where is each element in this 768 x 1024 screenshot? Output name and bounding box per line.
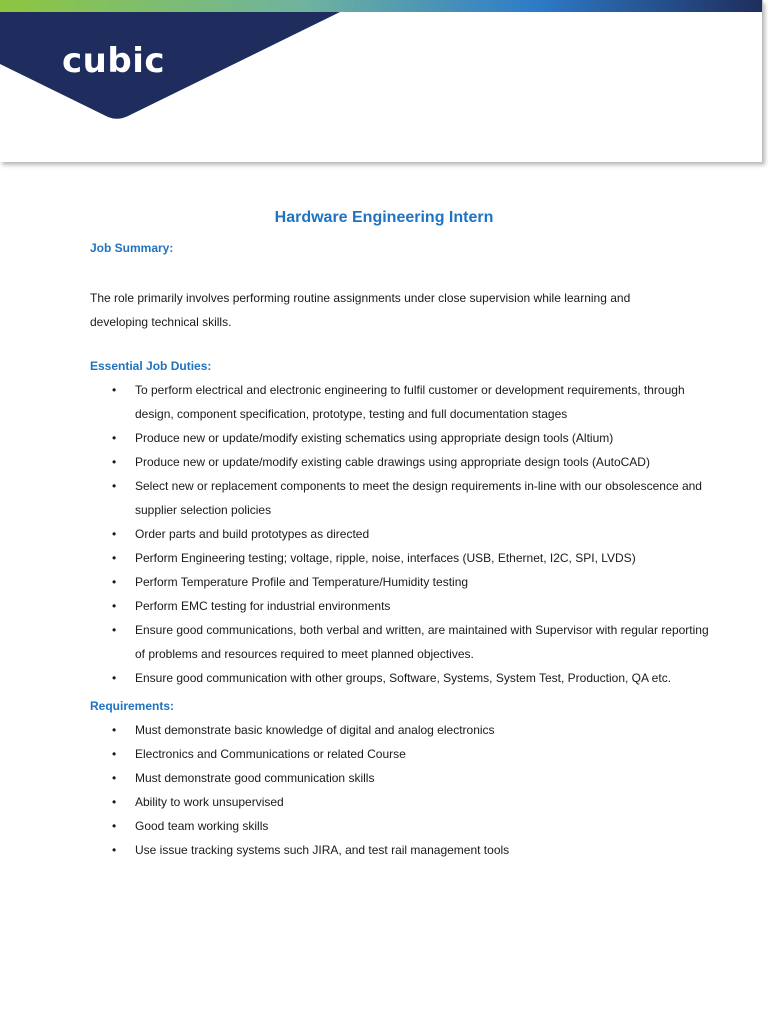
bullet-icon: •	[112, 671, 117, 685]
bullet-icon: •	[112, 747, 117, 761]
duty-item-text: Select new or replacement components to meet the design requirements in-line with our obsolescence and supplier selection policies	[135, 479, 702, 517]
requirement-item	[90, 718, 710, 742]
duty-item	[90, 378, 710, 426]
duty-item-text: Perform Temperature Profile and Temperature/Humidity testing	[135, 575, 469, 589]
bullet-icon: •	[112, 383, 117, 397]
duty-item-text: Ensure good communications, both verbal and written, are maintained with Supervisor with regular reporting of problems and resources required to meet planned objectives.	[135, 623, 709, 661]
document-body	[90, 206, 710, 862]
bullet-icon: •	[112, 795, 117, 809]
duty-item	[90, 474, 710, 522]
bullet-icon: •	[112, 623, 117, 637]
duty-item-text: Produce new or update/modify existing schematics using appropriate design tools (Altium)	[135, 431, 614, 445]
bullet-icon: •	[112, 723, 117, 737]
job-summary-heading: Job Summary:	[90, 241, 174, 255]
requirement-item-text: Must demonstrate basic knowledge of digital and analog electronics	[135, 723, 495, 737]
duty-item	[90, 450, 710, 474]
page-header	[0, 0, 763, 162]
page-title: Hardware Engineering Intern	[274, 209, 494, 226]
requirement-item-text: Electronics and Communications or related Course	[135, 747, 406, 761]
requirements-heading: Requirements:	[90, 699, 175, 713]
requirement-item-text: Use issue tracking systems such JIRA, and test rail management tools	[135, 843, 510, 857]
duty-item	[90, 546, 710, 570]
bullet-icon: •	[112, 771, 117, 785]
duty-item-text: Ensure good communication with other groups, Software, Systems, System Test, Production, QA etc.	[135, 671, 672, 685]
duty-item	[90, 570, 710, 594]
duty-item-text: Produce new or update/modify existing cable drawings using appropriate design tools (AutoCAD)	[135, 455, 650, 469]
bullet-icon: •	[112, 431, 117, 445]
bullet-icon: •	[112, 479, 117, 493]
bullet-icon: •	[112, 599, 117, 613]
requirement-item	[90, 790, 710, 814]
duty-item	[90, 666, 710, 690]
requirement-item	[90, 742, 710, 766]
duty-item-text: To perform electrical and electronic engineering to fulfil customer or development requirements, through design, component specification, prototype, testing and full documentation stages	[135, 383, 685, 421]
header-graphic	[0, 0, 762, 162]
duty-item	[90, 522, 710, 546]
job-summary-text: The role primarily involves performing routine assignments under close supervision while learning and developing technical skills.	[90, 291, 631, 329]
duty-item-text: Order parts and build prototypes as directed	[135, 527, 370, 541]
requirement-item-text: Must demonstrate good communication skills	[135, 771, 375, 785]
requirement-item	[90, 814, 710, 838]
gradient-bar	[0, 0, 762, 12]
requirements-list	[90, 718, 710, 862]
bullet-icon: •	[112, 843, 117, 857]
cubic-logo: cubic	[62, 41, 166, 81]
essential-duties-list	[90, 378, 710, 690]
duty-item	[90, 594, 710, 618]
requirement-item	[90, 838, 710, 862]
bullet-icon: •	[112, 455, 117, 469]
duty-item	[90, 426, 710, 450]
duty-item	[90, 618, 710, 666]
requirement-item	[90, 766, 710, 790]
bullet-icon: •	[112, 819, 117, 833]
duty-item-text: Perform EMC testing for industrial environments	[135, 599, 391, 613]
bullet-icon: •	[112, 527, 117, 541]
bullet-icon: •	[112, 575, 117, 589]
requirement-item-text: Good team working skills	[135, 819, 269, 833]
duty-item-text: Perform Engineering testing; voltage, ripple, noise, interfaces (USB, Ethernet, I2C, SPI, LVDS)	[135, 551, 636, 565]
essential-duties-heading: Essential Job Duties:	[90, 359, 212, 373]
navy-chevron-shape	[0, 12, 340, 119]
bullet-icon: •	[112, 551, 117, 565]
requirement-item-text: Ability to work unsupervised	[135, 795, 284, 809]
